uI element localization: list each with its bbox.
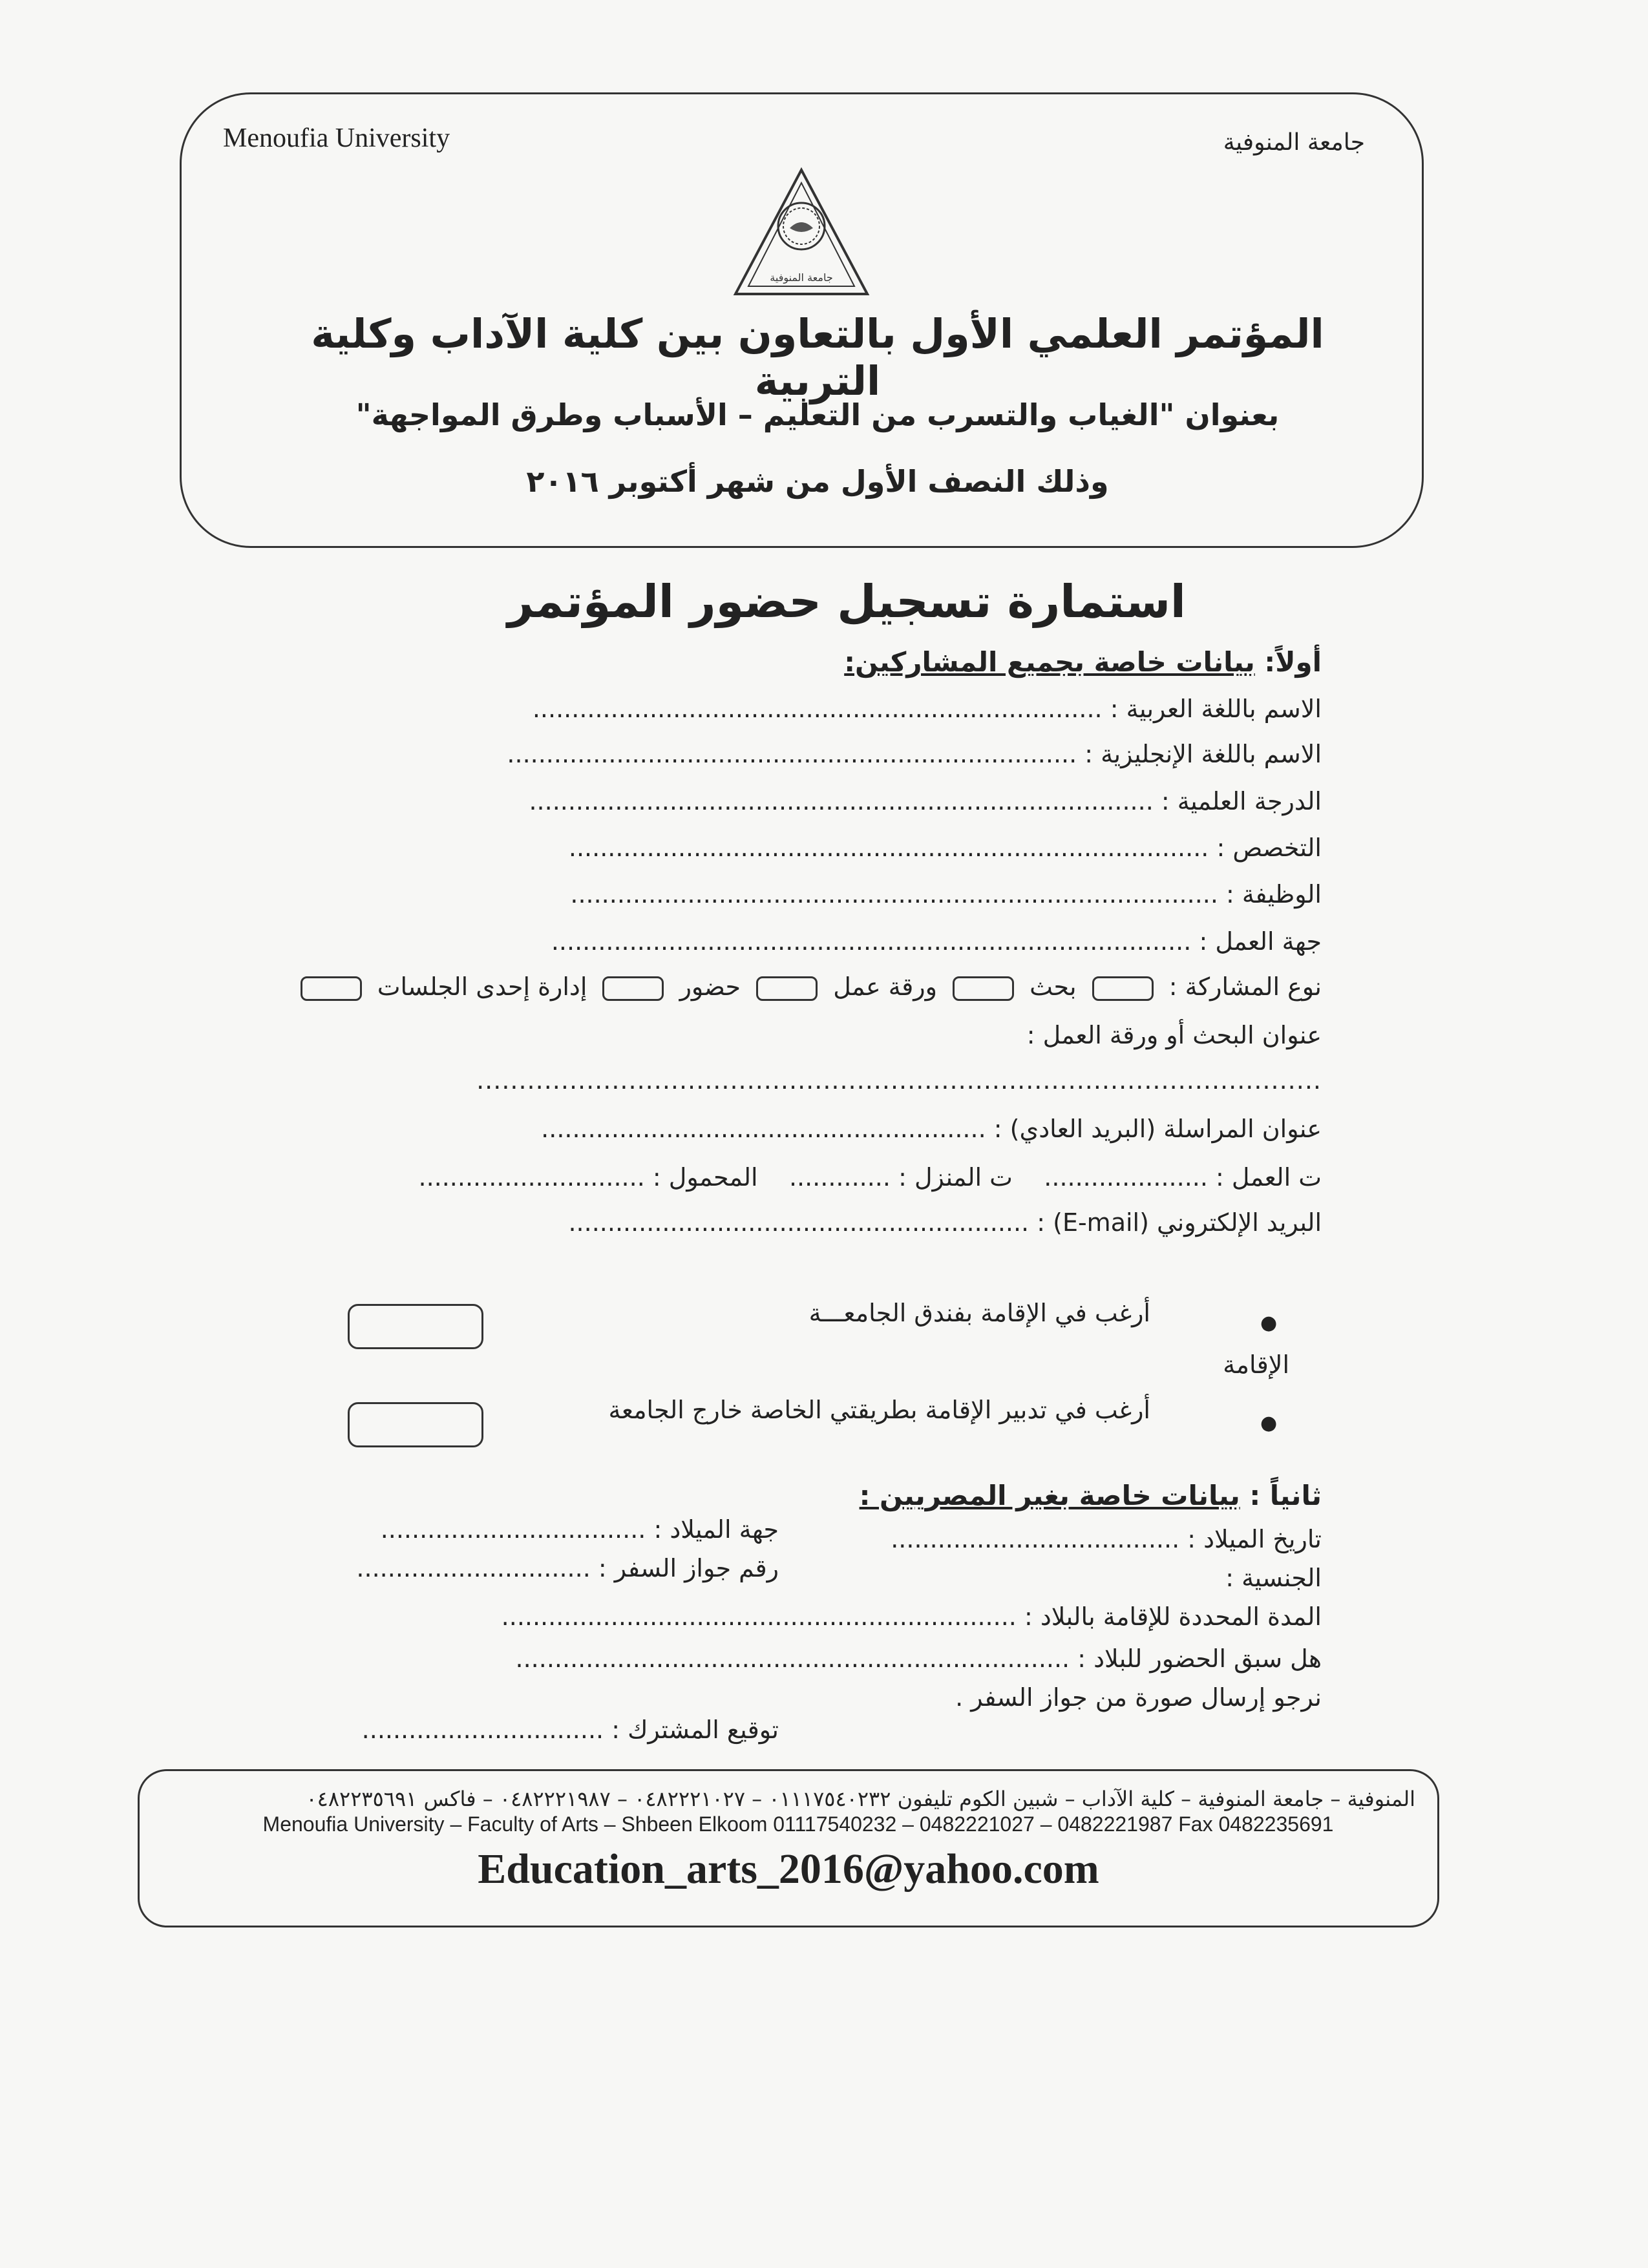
specialty-row [569,834,1322,862]
passport-copy-note: نرجو إرسال صورة من جواز السفر . [955,1683,1322,1712]
degree-label: الدرجة العلمية : [1161,787,1322,815]
bullet-icon: ● [1260,1312,1278,1334]
stay-duration-field[interactable]: .................................................................. [501,1602,1017,1631]
job-field[interactable]: ................................................................................... [570,880,1218,908]
work-phone-field[interactable]: ..................... [1044,1163,1208,1192]
employer-row [551,927,1322,956]
session-checkbox-2[interactable] [301,976,362,1001]
birth-date-row [891,1525,1322,1553]
specialty-field[interactable]: .................................................................................. [568,834,1209,862]
email-label: البريد الإلكتروني (E-mail) : [1037,1208,1322,1237]
passport-field[interactable]: .............................. [356,1554,591,1582]
mail-address-row [541,1115,1322,1143]
research-title-field-row [476,1066,1322,1095]
name-en-row [507,740,1322,768]
employer-label: جهة العمل : [1199,927,1322,956]
section1-prefix: أولاً: [1264,646,1322,678]
prior-visit-field[interactable]: ....................................................................... [515,1644,1070,1673]
footer-address-en: Menoufia University – Faculty of Arts – Shbeen Elkoom 01117540232 – 0482221027 – 0482221987 Fax 0482235691 [262,1812,1334,1836]
name-en-label: الاسم باللغة الإنجليزية : [1084,740,1322,768]
university-name-ar: جامعة المنوفية [1223,129,1365,156]
mobile-label: المحمول : [652,1163,758,1192]
stay-duration-row [502,1602,1322,1631]
mobile-field[interactable]: ............................. [418,1163,645,1192]
attendance-label: حضور [679,972,741,1001]
job-label: الوظيفة : [1226,880,1322,908]
session-checkbox[interactable] [602,976,664,1001]
stay-duration-label: المدة المحددة للإقامة بالبلاد : [1024,1602,1322,1631]
research-title-field[interactable]: .................................................................................................... [476,1066,1322,1095]
workpaper-checkbox[interactable] [953,976,1014,1001]
logo-text: جامعة المنوفية [770,271,833,284]
nationality-label: الجنسية : [1225,1564,1322,1592]
name-ar-row [533,695,1322,723]
conference-title: المؤتمر العلمي الأول بالتعاون بين كلية الآداب وكلية التربية [311,310,1324,404]
section1-title: بيانات خاصة بجميع المشاركين: [844,646,1255,678]
job-row [570,880,1322,908]
signature-label: توقيع المشترك : [611,1716,779,1744]
research-title-label: عنوان البحث أو ورقة العمل : [1026,1021,1322,1049]
birth-place-field[interactable]: .................................. [380,1515,646,1544]
name-ar-label: الاسم باللغة العربية : [1110,695,1322,723]
bullet-icon-2: ● [1260,1412,1278,1434]
birth-date-label: تاريخ الميلاد : [1187,1525,1322,1553]
home-phone-field[interactable]: ............. [788,1163,891,1192]
accommodation-option1: أرغب في الإقامة بفندق الجامعـــة [808,1299,1150,1327]
mail-address-label: عنوان المراسلة (البريد العادي) : [993,1115,1322,1143]
conference-date: وذلك النصف الأول من شهر أكتوبر ٢٠١٦ [526,464,1109,499]
accommodation-label: الإقامة [1223,1350,1289,1379]
form-title: استمارة تسجيل حضور المؤتمر [507,575,1186,628]
contact-email[interactable]: Education_arts_2016@yahoo.com [478,1845,1099,1893]
work-phone-label: ت العمل : [1216,1163,1322,1192]
specialty-label: التخصص : [1216,834,1322,862]
nationality-row [1225,1564,1322,1592]
home-phone-label: ت المنزل : [898,1163,1013,1192]
passport-row [356,1554,779,1582]
employer-field[interactable]: .................................................................................. [551,927,1192,956]
session-label: إدارة إحدى الجلسات [377,972,587,1001]
section2-title: بيانات خاصة بغير المصريين : [859,1480,1240,1511]
phones-row [418,1163,1322,1192]
birth-place-label: جهة الميلاد : [653,1515,779,1544]
research-title-row [1027,1021,1322,1049]
signature-field[interactable]: ............................... [361,1716,604,1744]
research-checkbox[interactable] [1092,976,1154,1001]
attendance-checkbox[interactable] [756,976,818,1001]
email-field[interactable]: ........................................................... [568,1208,1030,1237]
research-label: بحث [1030,972,1077,1001]
name-ar-field[interactable]: ......................................................................... [532,695,1103,723]
birth-place-row [381,1515,779,1544]
participation-row [293,972,1322,1001]
university-logo [730,165,872,300]
accommodation-option2: أرغب في تدبير الإقامة بطريقتي الخاصة خارج الجامعة [608,1396,1150,1424]
section2-prefix: ثانياً : [1249,1480,1322,1511]
university-name-en: Menoufia University [223,123,450,153]
section2-heading [860,1480,1322,1511]
name-en-field[interactable]: ......................................................................... [507,740,1077,768]
birth-date-field[interactable]: ..................................... [891,1525,1180,1553]
footer-address-ar: المنوفية – جامعة المنوفية – كلية الآداب – شبين الكوم تليفون ٠١١١٧٥٤٠٢٣٢ – ٠٤٨٢٢٢١٠٢٧ – ٠٤٨٢٢٢١٩٨٧ – فاكس ٠٤٨٢٢٣٥٦٩١ [306,1787,1415,1811]
degree-field[interactable]: ................................................................................ [529,787,1154,815]
hotel-checkbox[interactable] [348,1304,483,1349]
passport-label: رقم جواز السفر : [598,1554,779,1582]
private-accommodation-checkbox[interactable] [348,1402,483,1447]
section1-heading [844,646,1322,678]
mail-address-field[interactable]: ......................................................... [541,1115,986,1143]
degree-row [529,787,1322,815]
participation-label: نوع المشاركة : [1168,972,1322,1001]
conference-subtitle: بعنوان "الغياب والتسرب من التعليم – الأسباب وطرق المواجهة" [355,397,1280,432]
prior-visit-label: هل سبق الحضور للبلاد : [1077,1644,1322,1673]
workpaper-label: ورقة عمل [833,972,937,1001]
email-row [568,1208,1322,1237]
signature-row [362,1716,779,1744]
prior-visit-row [516,1644,1322,1673]
